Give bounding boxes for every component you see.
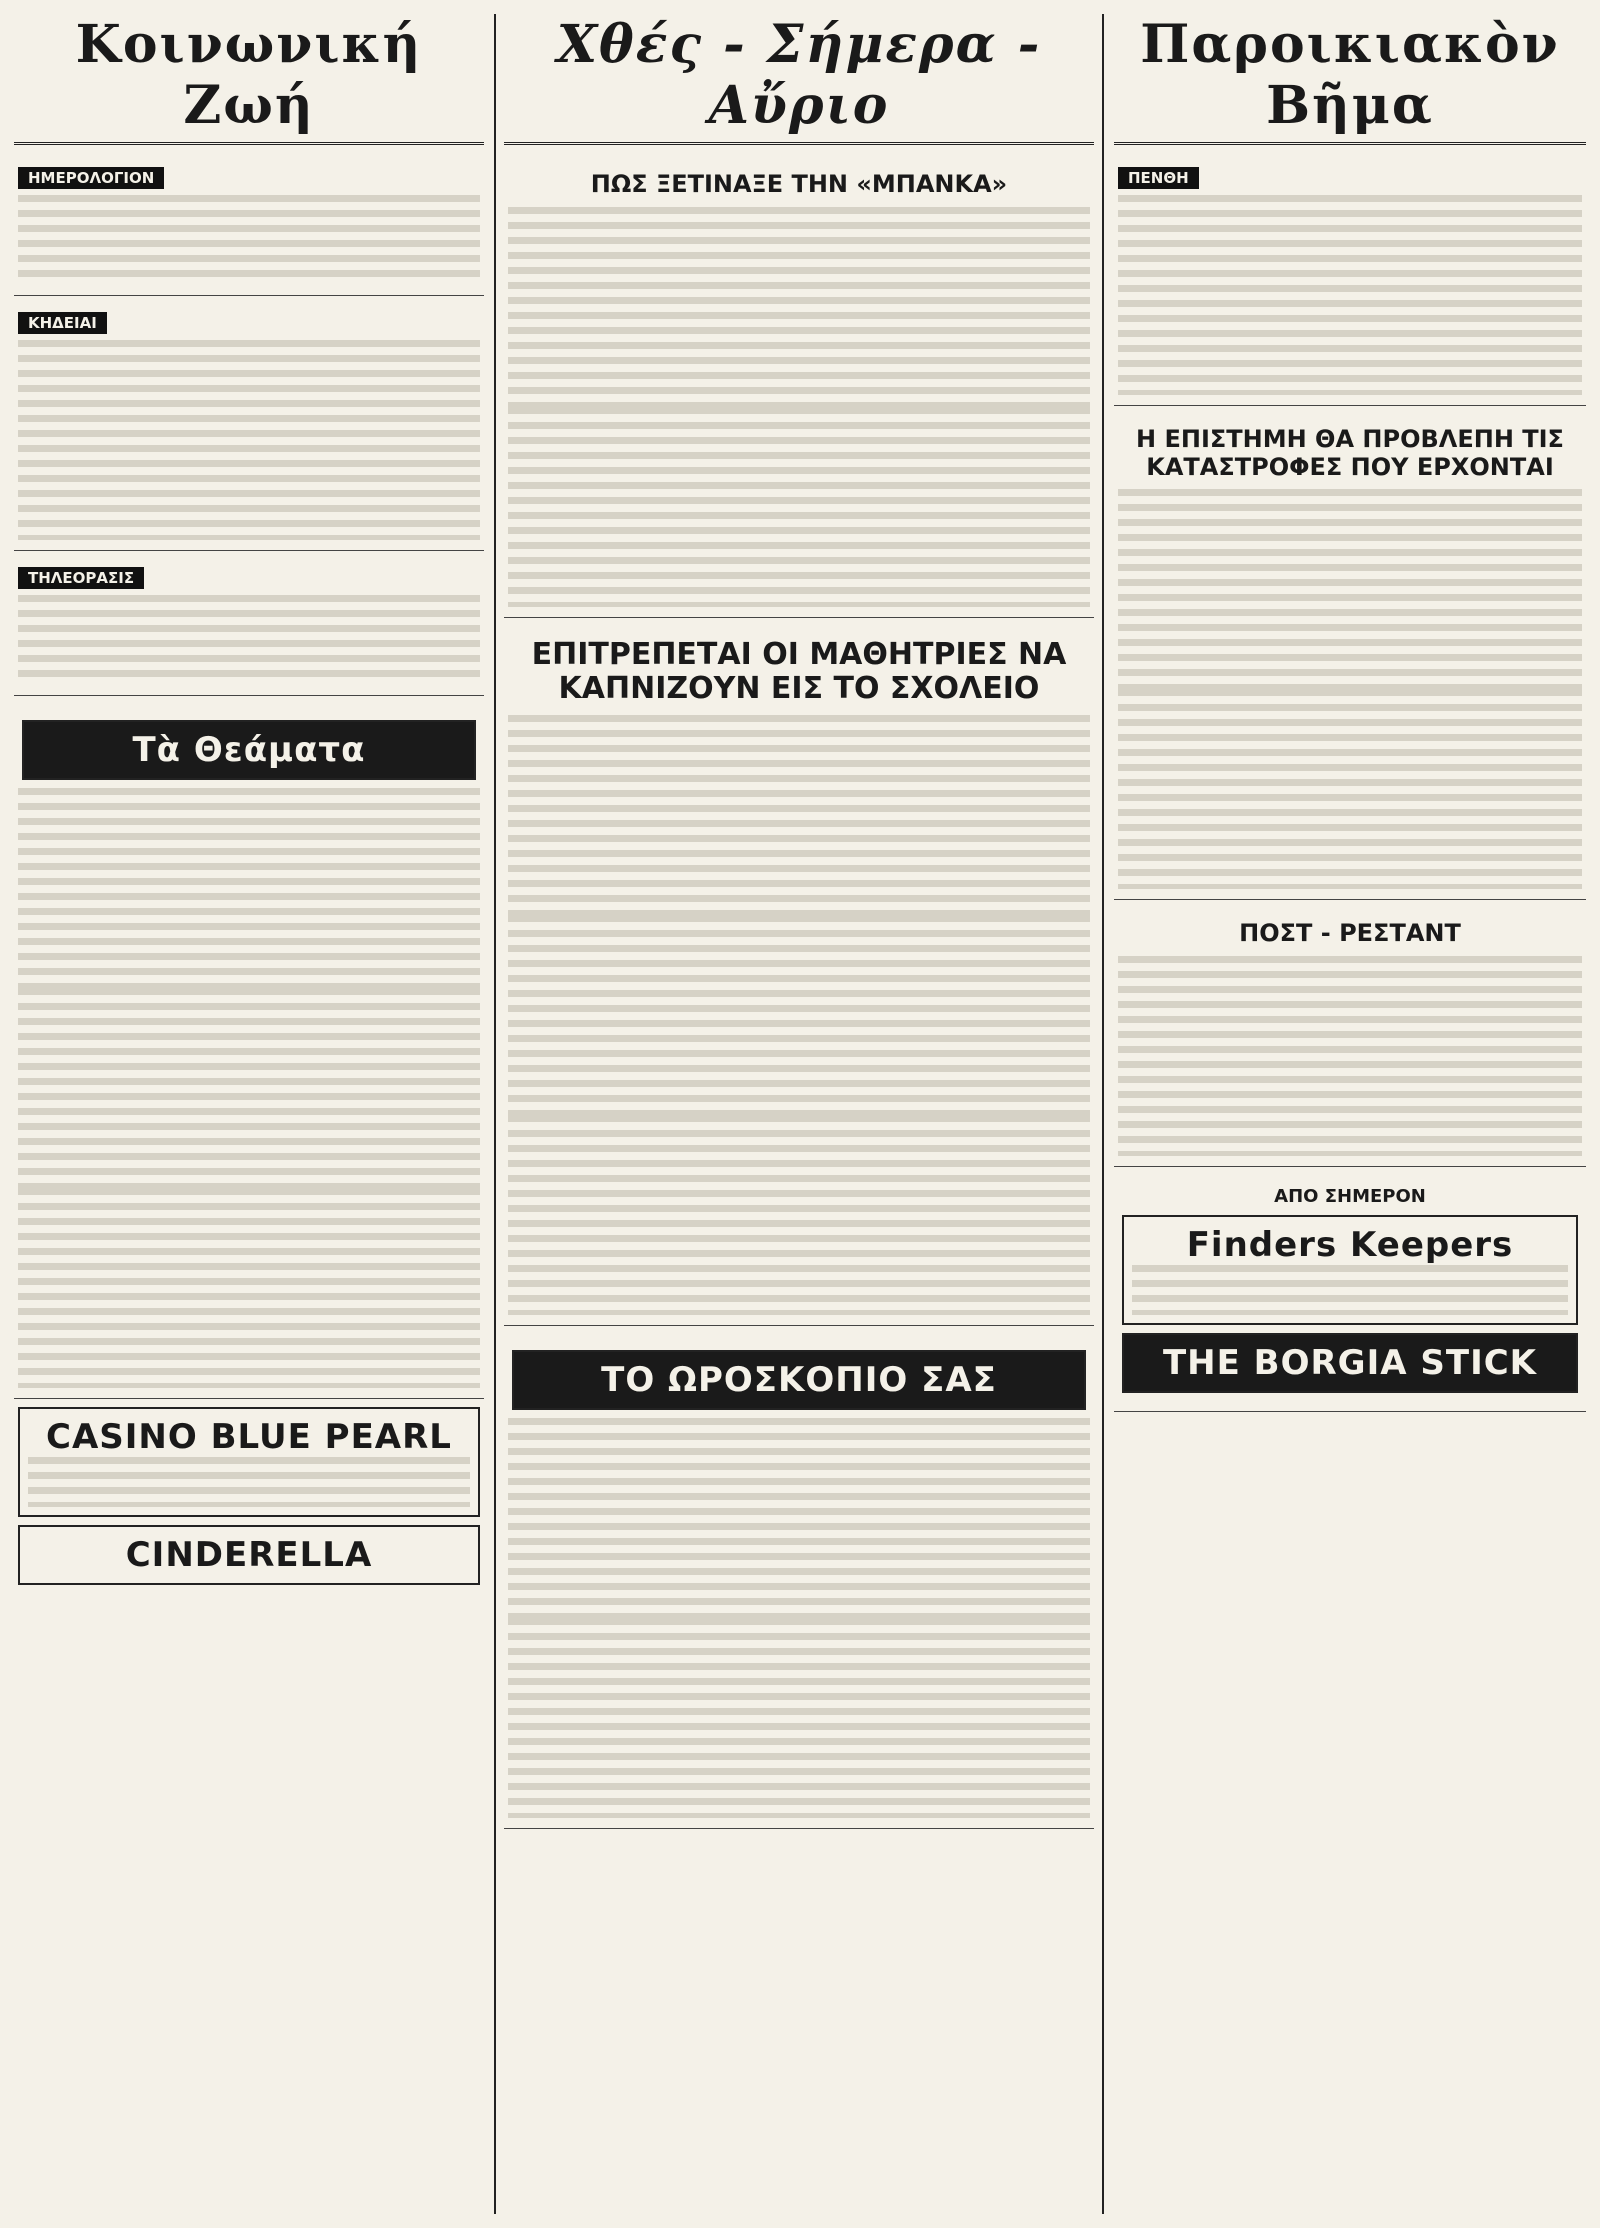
calendar-section — [14, 159, 484, 296]
borgia-stick-ad-title: THE BORGIA STICK — [1162, 1343, 1538, 1384]
shows-listings-unreadable — [18, 788, 480, 988]
story-from-today-headline: ΑΠΟ ΣΗΜΕΡΟΝ — [1274, 1185, 1426, 1207]
story-banka-headline: ΠΩΣ ΞΕΤΙΝΑΞΕ ΤΗΝ «ΜΠΑΝΚΑ» — [590, 170, 1008, 198]
casino-ad-body-unreadable — [28, 1457, 470, 1507]
shows-listings-unreadable-3 — [18, 1188, 480, 1388]
funerals-section — [14, 304, 484, 551]
finders-keepers-ad — [1122, 1215, 1578, 1325]
story-from-today — [1114, 1175, 1586, 1413]
television-section — [14, 559, 484, 696]
story-mourning — [1114, 159, 1586, 406]
middle-masthead: Χθές - Σήμερα - Αὔριο — [504, 14, 1094, 145]
horoscope-banner — [512, 1350, 1086, 1410]
story-smoking — [504, 626, 1094, 1326]
borgia-stick-ad — [1122, 1333, 1578, 1393]
shows-heading: Τὰ Θεάματα — [132, 730, 366, 770]
story-poste-restante-body-unreadable — [1118, 956, 1582, 1156]
right-masthead: Παροικιακὸν Βῆμα — [1114, 14, 1586, 145]
finders-keepers-ad-body-unreadable — [1132, 1265, 1568, 1315]
shows-heading-banner — [22, 720, 476, 780]
television-body-unreadable — [18, 595, 480, 685]
story-smoking-headline: ΕΠΙΤΡΕΠΕΤΑΙ ΟΙ ΜΑΘΗΤΡΙΕΣ ΝΑ ΚΑΠΝΙΖΟΥΝ ΕΙΣ ΤΟ ΣΧΟΛΕΙΟ — [531, 636, 1067, 707]
story-banka-body-unreadable-2 — [508, 407, 1090, 607]
mourning-heading: ΠΕΝΘΗ — [1118, 167, 1199, 189]
story-science — [1114, 414, 1586, 900]
shows-section — [14, 704, 484, 1399]
horoscope-headline: ΤΟ ΩΡΟΣΚΟΠΙΟ ΣΑΣ — [601, 1359, 997, 1400]
shows-listings-unreadable-2 — [18, 988, 480, 1188]
calendar-body-unreadable — [18, 195, 480, 285]
casino-ad — [18, 1407, 480, 1517]
horoscope-body-unreadable-2 — [508, 1618, 1090, 1818]
horoscope-body-unreadable — [508, 1418, 1090, 1618]
story-science-body-unreadable — [1118, 489, 1582, 689]
television-heading: ΤΗΛΕΟΡΑΣΙΣ — [18, 567, 144, 589]
story-science-body-unreadable-2 — [1118, 689, 1582, 889]
left-column — [14, 14, 484, 2214]
story-horoscope — [504, 1334, 1094, 1829]
casino-ad-title: CASINO BLUE PEARL — [46, 1417, 452, 1457]
funerals-heading: ΚΗΔΕΙΑΙ — [18, 312, 107, 334]
story-poste-restante-headline: ΠΟΣΤ - ΡΕΣΤΑΝΤ — [1239, 919, 1461, 948]
story-smoking-body-unreadable-2 — [508, 915, 1090, 1115]
right-column — [1114, 14, 1586, 2214]
left-masthead: Κοινωνική Ζωή — [14, 14, 484, 145]
middle-column — [494, 14, 1104, 2214]
story-poste-restante — [1114, 908, 1586, 1167]
story-smoking-body-unreadable — [508, 715, 1090, 915]
story-science-headline: Η ΕΠΙΣΤΗΜΗ ΘΑ ΠΡΟΒΛΕΠΗ ΤΙΣ ΚΑΤΑΣΤΡΟΦΕΣ ΠΟΥ ΕΡΧΟΝΤΑΙ — [1136, 425, 1564, 481]
story-smoking-body-unreadable-3 — [508, 1115, 1090, 1315]
finders-keepers-ad-title: Finders Keepers — [1186, 1225, 1514, 1266]
calendar-heading: ΗΜΕΡΟΛΟΓΙΟΝ — [18, 167, 164, 189]
story-banka-body-unreadable — [508, 207, 1090, 407]
story-banka — [504, 159, 1094, 618]
cinderella-ad-title: CINDERELLA — [125, 1535, 373, 1575]
funerals-body-unreadable — [18, 340, 480, 540]
cinderella-ad — [18, 1525, 480, 1585]
mourning-body-unreadable — [1118, 195, 1582, 395]
